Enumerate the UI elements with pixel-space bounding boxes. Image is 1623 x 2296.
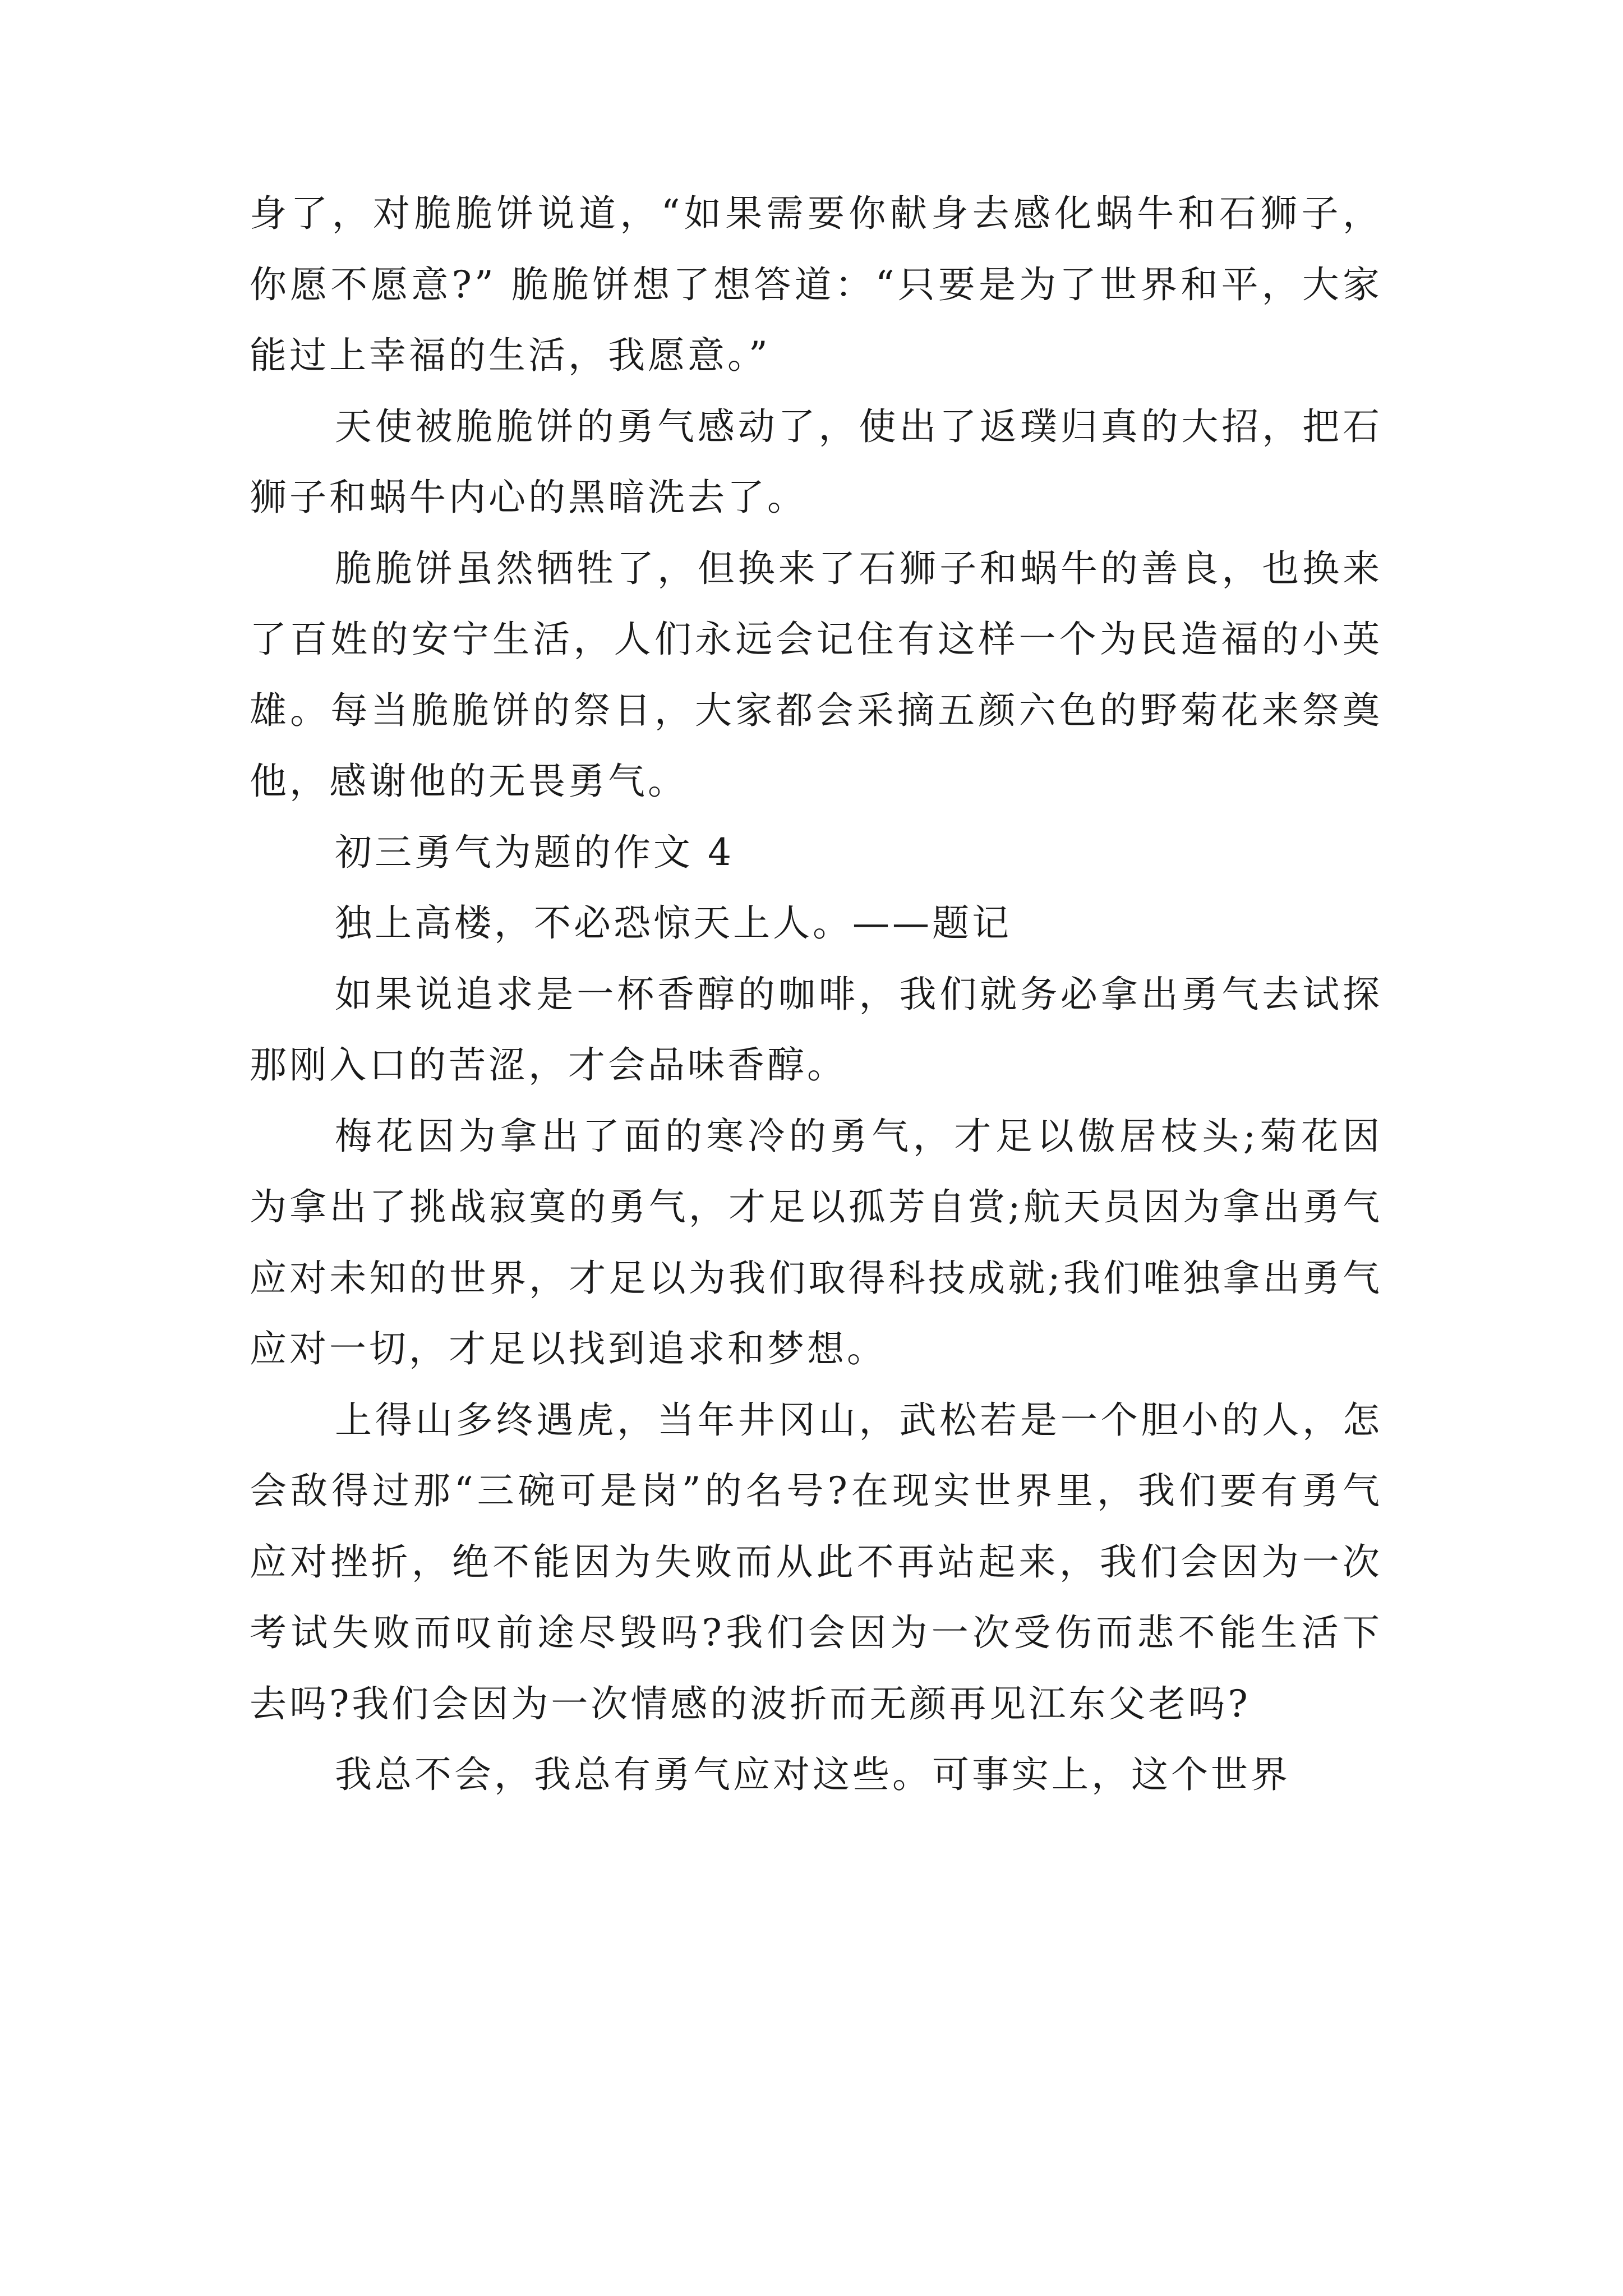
section-heading: 初三勇气为题的作文 4 xyxy=(335,830,734,874)
epigraph: 独上高楼，不必恐惊天上人。——题记 xyxy=(335,901,1012,945)
paragraph: 梅花因为拿出了面的寒冷的勇气，才足以傲居枝头;菊花因为拿出了挑战寂寞的勇气，才足以孤芳自赏;航天员因为拿出勇气应对未知的世界，才足以为我们取得科技成就;我们唯独拿出勇气应对一切，才足以找到追求和梦想。 xyxy=(250,1114,1382,1370)
document-body xyxy=(250,178,1382,1811)
paragraph: 脆脆饼虽然牺牲了，但换来了石狮子和蜗牛的善良，也换来了百姓的安宁生活，人们永远会记住有这样一个为民造福的小英雄。每当脆脆饼的祭日，大家都会采摘五颜六色的野菊花来祭奠他，感谢他的无畏勇气。 xyxy=(250,546,1382,803)
paragraph: 我总不会，我总有勇气应对这些。可事实上，这个世界 xyxy=(335,1753,1290,1796)
paragraph: 如果说追求是一杯香醇的咖啡，我们就务必拿出勇气去试探那刚入口的苦涩，才会品味香醇。 xyxy=(250,972,1382,1087)
paragraph: 天使被脆脆饼的勇气感动了，使出了返璞归真的大招，把石狮子和蜗牛内心的黑暗洗去了。 xyxy=(250,404,1382,519)
paragraph: 上得山多终遇虎，当年井冈山，武松若是一个胆小的人，怎会敌得过那“三碗可是岗”的名号?在现实世界里，我们要有勇气应对挫折，绝不能因为失败而从此不再站起来，我们会因为一次考试失败而叹前途尽毁吗?我们会因为一次受伤而悲不能生活下去吗?我们会因为一次情感的波折而无颜再见江东父老吗? xyxy=(250,1398,1382,1726)
paragraph-continuation: 身了，对脆脆饼说道，“如果需要你献身去感化蜗牛和石狮子，你愿不愿意?” 脆脆饼想了想答道：“只要是为了世界和平，大家能过上幸福的生活，我愿意。” xyxy=(250,192,1382,377)
